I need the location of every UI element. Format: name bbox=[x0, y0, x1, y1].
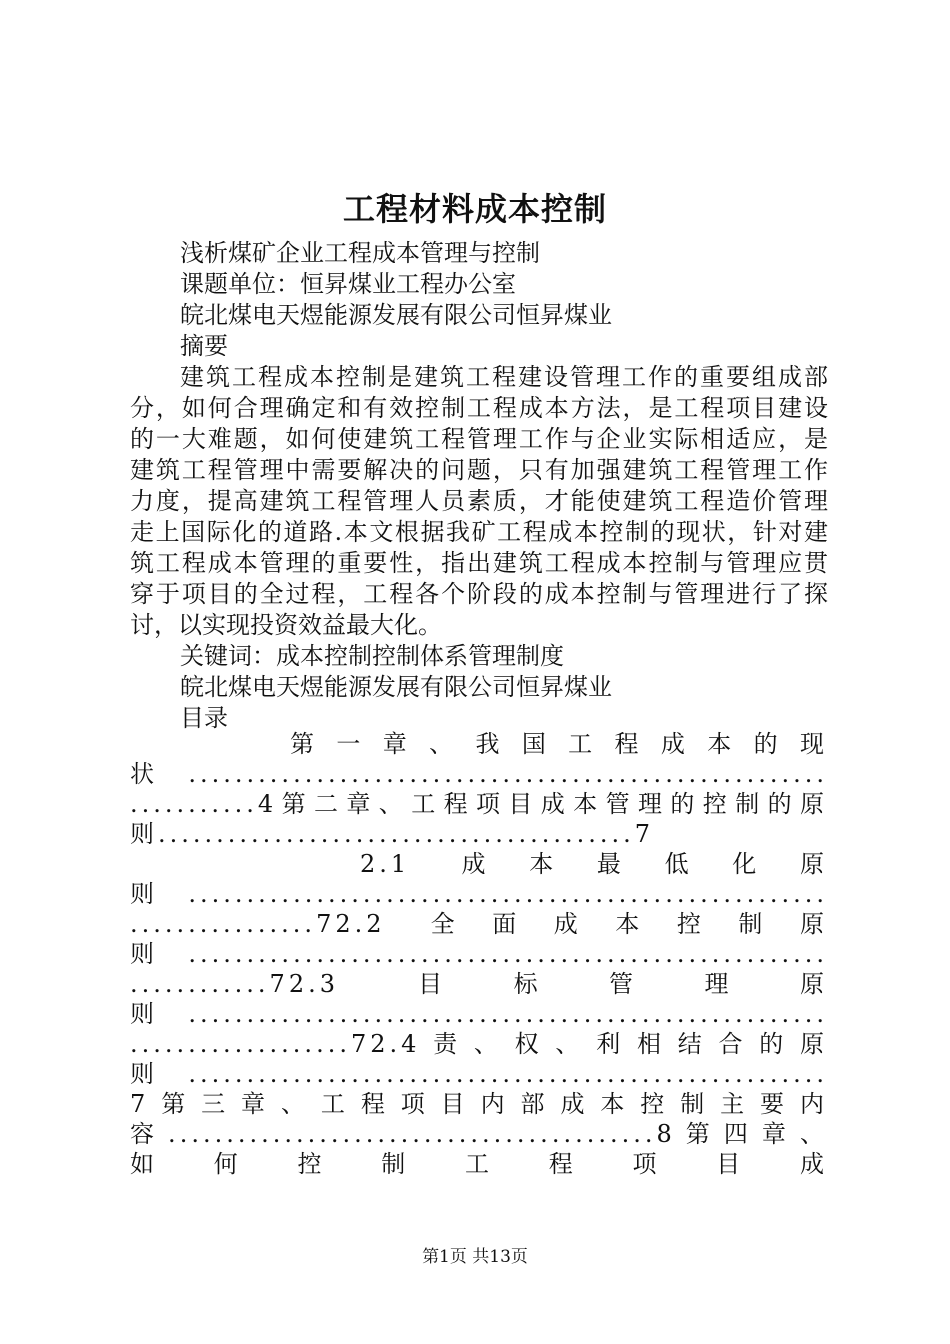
toc-line: ...................72.4责、权、利相结合的原 bbox=[130, 1030, 828, 1058]
company-name: 皖北煤电天煜能源发展有限公司恒昇煤业 bbox=[180, 301, 612, 329]
toc-line: ...........4第二章、工程项目成本管理的控制的原 bbox=[130, 790, 828, 818]
abstract-line: 走上国际化的道路.本文根据我矿工程成本控制的现状，针对建 bbox=[130, 518, 828, 546]
abstract-line: 筑工程成本管理的重要性，指出建筑工程成本控制与管理应贯 bbox=[130, 549, 828, 577]
keywords: 关键词：成本控制控制体系管理制度 bbox=[180, 642, 564, 670]
toc-line: 则....................................................... bbox=[130, 880, 828, 908]
toc-line: ................72.2 全面成本控制原 bbox=[130, 910, 828, 938]
abstract-line: 建筑工程成本控制是建筑工程建设管理工作的重要组成部 bbox=[180, 363, 828, 391]
abstract-line: 穿于项目的全过程，工程各个阶段的成本控制与管理进行了探 bbox=[130, 580, 828, 608]
page-footer: 第1页 共13页 bbox=[422, 1247, 528, 1267]
toc-heading: 目录 bbox=[180, 704, 228, 732]
toc-line: 则.........................................7 bbox=[130, 820, 655, 848]
subtitle: 浅析煤矿企业工程成本管理与控制 bbox=[180, 239, 540, 267]
abstract-line: 讨，以实现投资效益最大化。 bbox=[130, 611, 442, 639]
abstract-line: 建筑工程管理中需要解决的问题，只有加强建筑工程管理工作 bbox=[130, 456, 828, 484]
company-name-repeat: 皖北煤电天煜能源发展有限公司恒昇煤业 bbox=[180, 673, 612, 701]
toc-line: 容..........................................8第四章、 bbox=[130, 1120, 828, 1148]
toc-line: 则....................................................... bbox=[130, 940, 828, 968]
toc-line: 如何控制工程项目成 bbox=[130, 1150, 828, 1178]
toc-line: 则....................................................... bbox=[130, 1060, 828, 1088]
toc-line: 状....................................................... bbox=[130, 760, 828, 788]
abstract-line: 力度，提高建筑工程管理人员素质，才能使建筑工程造价管理 bbox=[130, 487, 828, 515]
toc-line: 第一章、我国工程成本的现 bbox=[290, 730, 828, 758]
toc-line: 7第三章、工程项目内部成本控制主要内 bbox=[130, 1090, 828, 1118]
abstract-line: 分，如何合理确定和有效控制工程成本方法，是工程项目建设 bbox=[130, 394, 828, 422]
toc-line: ............72.3 目标管理原 bbox=[130, 970, 828, 998]
research-unit: 课题单位：恒昇煤业工程办公室 bbox=[180, 270, 516, 298]
document-title: 工程材料成本控制 bbox=[342, 190, 607, 228]
toc-line: 则....................................................... bbox=[130, 1000, 828, 1028]
abstract-line: 的一大难题，如何使建筑工程管理工作与企业实际相适应，是 bbox=[130, 425, 828, 453]
abstract-heading: 摘要 bbox=[180, 332, 228, 360]
toc-line: 2.1 成本最低化原 bbox=[360, 850, 828, 878]
